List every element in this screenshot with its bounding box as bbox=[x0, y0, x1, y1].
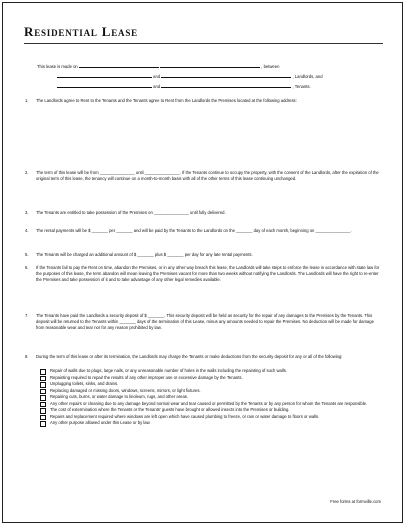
intro-line-3 bbox=[57, 83, 311, 90]
section-3-text: The Tenants are entitled to take possession of the Premises on _______________ until fully delivered. bbox=[36, 210, 226, 215]
intro-line-1 bbox=[37, 63, 279, 70]
section-5-text: The Tenants will be charged an additional amount of $ _______ plus $ _______ per day for any late rental payments. bbox=[36, 252, 253, 257]
section-2-number: 2. bbox=[25, 170, 29, 175]
section-7-text: The Tenants have paid the Landlords a security deposit of $ _______. This security deposit will be held as security for the repair of any damages to the Premises by the Tenants. This deposit will be returned to the Tenants within _______ days of the termination of this Lease, minus any amounts needed to repair the Premises. No deduction will be made for damage from reasonable wear and tear nor for any reason prohibited by law. bbox=[36, 313, 374, 331]
checkbox[interactable] bbox=[40, 421, 46, 427]
section-4-text: The rental payments will be $ _______ per _______ and will be paid by the Tenants to the Landlords on the _______ day of each month, beginning on _______________. bbox=[36, 228, 352, 233]
list-item[interactable]: Repairs and replacement required where windows are left open which have caused plumbing to freeze, or rain or water damage to floors or walls. bbox=[40, 414, 380, 421]
intro-text: This lease is made on bbox=[37, 64, 78, 69]
section-4-number: 4. bbox=[25, 228, 29, 233]
section-6-number: 6. bbox=[25, 265, 29, 270]
and-text: and bbox=[153, 74, 161, 79]
landlord-2-field[interactable] bbox=[57, 73, 152, 78]
list-item[interactable]: Repairing cuts, burns, or water damage to linoleum, rugs, and other areas. bbox=[40, 394, 380, 401]
landlord-3-field[interactable] bbox=[161, 73, 291, 78]
landlord-1-field[interactable] bbox=[160, 63, 260, 68]
list-item[interactable]: Any other purpose allowed under this Lease or by law. bbox=[40, 420, 380, 427]
landlords-text: , Landlords, and bbox=[292, 74, 323, 79]
document-title: Residential Lease bbox=[24, 24, 138, 39]
section-1-number: 1. bbox=[25, 98, 29, 103]
list-item[interactable]: Repair of walls due to plugs, large nails, or any unreasonable number of holes in the walls including the repainting of such walls. bbox=[40, 368, 380, 375]
deductions-list bbox=[40, 368, 380, 427]
section-1-text: The Landlords agree to Rent to the Tenants and the Tenants agree to Rent from the Landlords the Premises located at the following address: bbox=[36, 98, 297, 103]
tenant-1-field[interactable] bbox=[57, 83, 152, 88]
section-6-text: If the Tenants fail to pay the Rent on time, abandon the Premises, or in any other way breach this lease, the Landlords will take steps to enforce the lease in accordance with state law for the purposes of this lease, the term abandon will mean leaving the Premises vacant for more than two weeks without notifying the Landlords. The Landlords will have the right to re-enter the Premises and take possession of it and to take advantage of any other legal remedies available. bbox=[36, 265, 380, 283]
and-text-2: and bbox=[153, 84, 161, 89]
list-item[interactable]: Replacing damaged or missing doors, windows, screens, mirrors, or light fixtures. bbox=[40, 388, 380, 395]
intro-line-2 bbox=[57, 73, 323, 80]
section-7-number: 7. bbox=[25, 313, 29, 318]
list-item[interactable]: Repainting required to repair the results of any other improper use or excessive damage by the Tenants. bbox=[40, 375, 380, 382]
between-text: , between bbox=[261, 64, 280, 69]
section-8-number: 8. bbox=[25, 354, 29, 359]
page-border bbox=[2, 2, 403, 523]
footer-credit: Free forms at formville.com bbox=[330, 499, 381, 504]
list-item[interactable]: Unplugging toilets, sinks, and drains. bbox=[40, 381, 380, 388]
section-3-number: 3. bbox=[25, 210, 29, 215]
section-2-text: The term of this lease will be from _______________ until _______________. If the Tenants continue to occupy the property, with the consent of the Landlords, after the expiration of the original term of this lease, the tenancy will continue on a month-to-month basis with all of the other terms of this lease continuing unchanged. bbox=[36, 170, 379, 182]
tenants-text: , Tenants. bbox=[292, 84, 311, 89]
date-field[interactable] bbox=[79, 63, 159, 68]
tenant-2-field[interactable] bbox=[161, 83, 291, 88]
title-rule bbox=[24, 43, 383, 44]
list-item[interactable]: The cost of extermination where the Tenants or the Tenants' guests have brought or allowed insects into the Premises or building. bbox=[40, 407, 380, 414]
section-5-number: 5. bbox=[25, 252, 29, 257]
section-8-text: During the term of this lease or after its termination, the Landlords may charge the Tenants or make deductions from the security deposit for any or all of the following: bbox=[36, 354, 343, 359]
list-item[interactable]: Any other repairs or cleaning due to any damage beyond normal wear and tear caused or permitted by the Tenants or by any person for whom the Tenants are responsible. bbox=[40, 401, 380, 408]
